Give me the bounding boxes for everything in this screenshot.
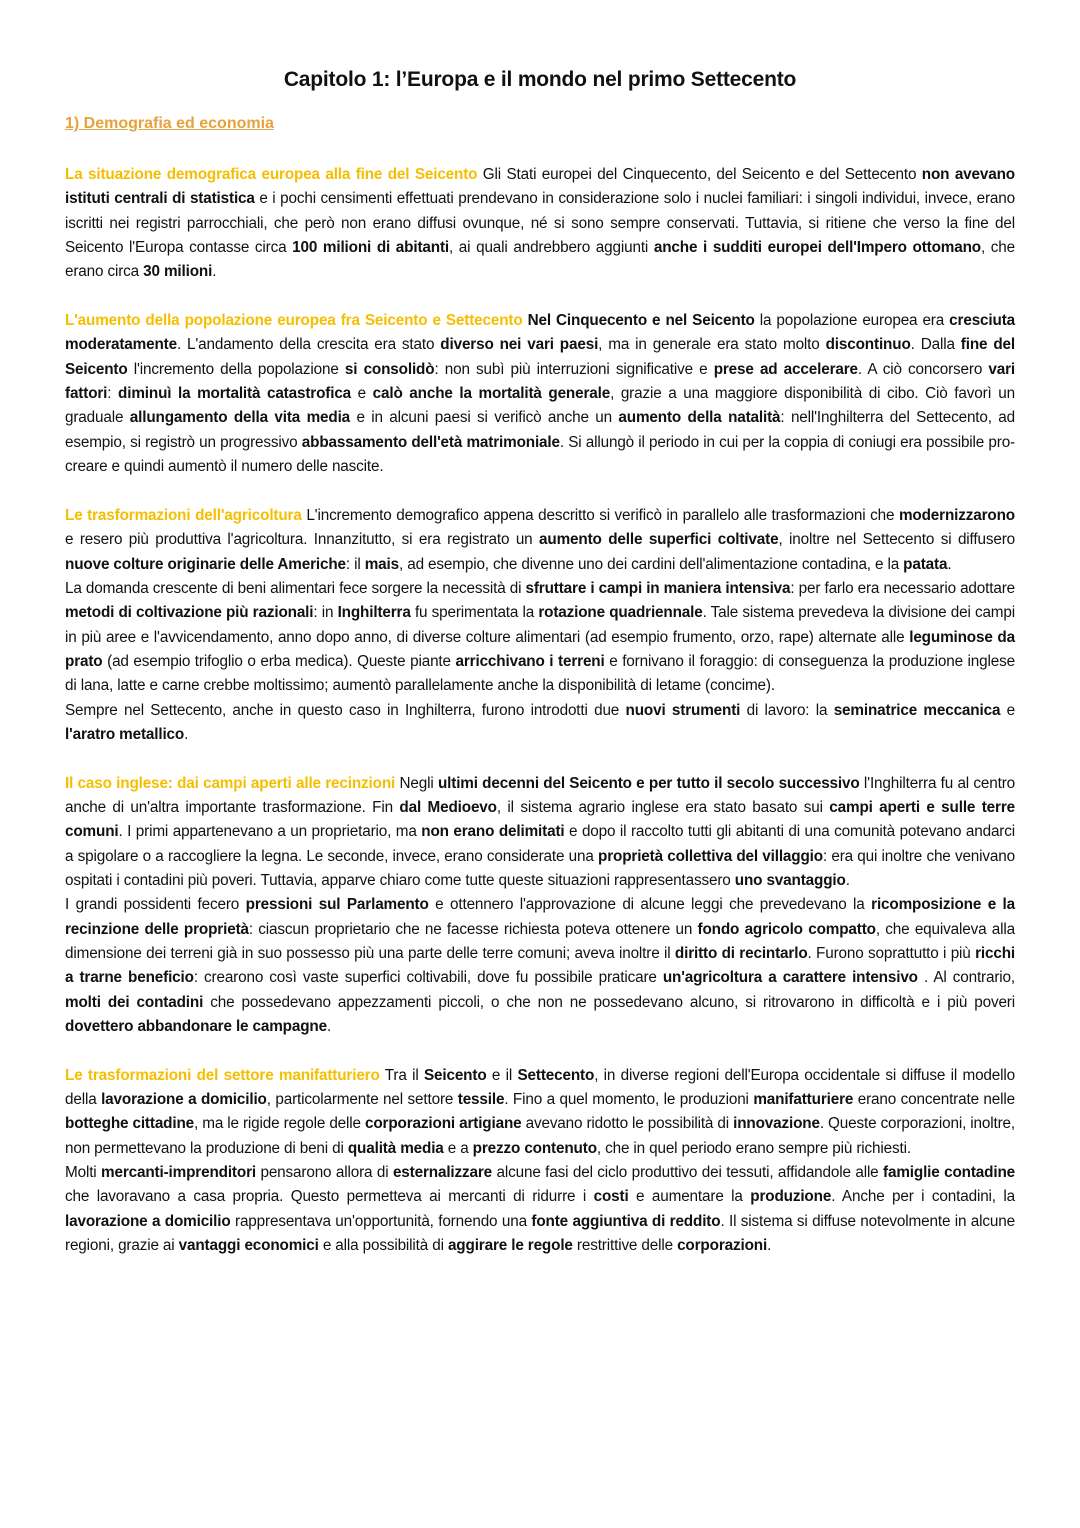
body-text: . [326, 1018, 332, 1036]
body-text: e aumentare la [628, 1188, 751, 1206]
bold-text: vantaggi economici [178, 1237, 319, 1255]
bold-text: diverso nei vari paesi [440, 336, 599, 354]
body-text: . Anche per i contadini, la [831, 1188, 1015, 1206]
bold-text: dovettero abbandonare le campagne [65, 1018, 327, 1036]
bold-text: calò anche la mortalità generale [372, 385, 611, 403]
bold-text: si consolidò [344, 360, 435, 378]
bold-text: fonte aggiuntiva di reddito [531, 1212, 721, 1230]
body-text: Tra il [379, 1066, 424, 1084]
bold-text: allungamento della vita media [129, 409, 351, 427]
body-text: L'incremento demografico appena descritto si verificò in parallelo alle trasformazioni che [301, 506, 899, 524]
bold-text: corporazioni artigiane [365, 1115, 522, 1133]
bold-text: modernizzarono [898, 506, 1015, 524]
bold-text: produzione [750, 1188, 832, 1206]
body-text: : crearono così vaste superfici coltivabili, dove fu possibile praticare [193, 969, 663, 987]
body-text: : non subì più interruzioni significative e [434, 360, 714, 378]
body-text: . I primi appartenevano a un proprietario, ma [118, 823, 422, 841]
chapter-title: Capitolo 1: l’Europa e il mondo nel primo Settecento [283, 68, 797, 91]
body-text: , che erano circa [65, 239, 1016, 281]
body-text: avevano ridotto le possibilità di [521, 1115, 734, 1133]
body-text: Gli Stati europei del Cinquecento, del Seicento e del Settecento [477, 166, 922, 183]
bold-text: lavorazione a domicilio [101, 1091, 267, 1109]
bold-text: vari fattori [65, 360, 1015, 403]
paragraph [65, 1064, 1015, 1161]
bold-text: prese ad accelerare [713, 360, 858, 378]
body-text: La domanda crescente di beni alimentari fece sorgere la necessità di [65, 579, 526, 597]
text-block [65, 504, 1015, 747]
body-text: che lavoravano a casa propria. Questo permetteva ai mercanti di ridurre i [65, 1188, 594, 1206]
paragraph [65, 893, 1015, 1039]
body-text: e alla possibilità di [318, 1237, 448, 1255]
paragraph [65, 163, 1015, 285]
bold-text: proprietà collettiva del villaggio [598, 847, 823, 865]
bold-text: non erano delimitati [421, 823, 565, 841]
body-text: : ciascun proprietario che ne facesse richiesta poteva ottenere un [248, 920, 698, 938]
body-text: restrittive delle [572, 1237, 678, 1255]
paragraph-heading: Le trasformazioni del settore manifatturiero [65, 1066, 380, 1084]
paragraph [65, 309, 1015, 479]
section-title: 1) Demografia ed economia [65, 115, 274, 132]
bold-text: sfruttare i campi in maniera intensiva [525, 579, 791, 597]
bold-text: cresciuta moderatamente [65, 312, 1015, 354]
body-text: e dopo il raccolto tutti gli abitanti di una comunità potevano andarci a spigolare o a raccogliere la legna. Le seconde, invece, erano considerate una [65, 823, 1015, 865]
document-body [65, 163, 1015, 1283]
bold-text: mais [364, 555, 400, 573]
body-text: . [212, 263, 217, 281]
bold-text: tessile [457, 1091, 505, 1109]
paragraph [65, 504, 1015, 577]
bold-text: abbassamento dell'età matrimoniale [301, 433, 560, 451]
bold-text: un'agricoltura a carattere intensivo [662, 969, 918, 987]
bold-text: 100 milioni di abitanti [292, 239, 449, 257]
body-text: : nell'Inghilterra del Settecento, ad esempio, si registrò un progressivo [65, 409, 1016, 451]
body-text: e [1000, 701, 1015, 719]
body-text: e resero più produttiva l'agricoltura. Innanzitutto, si era registrato un [65, 531, 540, 549]
body-text: . [947, 555, 952, 573]
bold-text: campi aperti e sulle terre comuni [65, 798, 1015, 841]
body-text: . A ciò concorsero [857, 360, 989, 378]
body-text: . [845, 871, 850, 889]
body-text: erano concentrate nelle [853, 1091, 1015, 1109]
paragraph-heading: Il caso inglese: dai campi aperti alle recinzioni [65, 774, 396, 792]
body-text: , che in quel periodo erano sempre più richiesti. [596, 1139, 911, 1157]
bold-text: qualità media [347, 1139, 444, 1157]
bold-text: Inghilterra [337, 604, 411, 622]
body-text: , particolarmente nel settore [266, 1091, 458, 1109]
body-text: Negli [395, 774, 438, 792]
body-text: . Al contrario, [917, 969, 1015, 987]
bold-text: aggirare le regole [447, 1237, 573, 1255]
bold-text: corporazioni [677, 1237, 768, 1255]
bold-text: costi [593, 1188, 629, 1206]
text-block [65, 309, 1015, 479]
bold-text: diritto di recintarlo [674, 945, 808, 962]
bold-text: famiglie contadine [883, 1164, 1016, 1182]
body-text: . [767, 1237, 772, 1255]
bold-text: dal Medioevo [399, 798, 497, 816]
bold-text: patata [903, 555, 948, 573]
body-text: : in [313, 604, 338, 622]
paragraph [65, 1161, 1015, 1258]
body-text: e il [486, 1066, 518, 1084]
body-text: , inoltre nel Settecento si diffusero [778, 531, 1015, 549]
body-text: e ottennero l'approvazione di alcune leggi che prevedevano la [428, 896, 872, 914]
body-text: Molti [65, 1164, 102, 1182]
body-text: : il [345, 555, 365, 573]
body-text: , ma le rigide regole delle [194, 1115, 365, 1133]
bold-text: non avevano istituti centrali di statistica [65, 166, 1015, 208]
body-text: rappresentava un'opportunità, fornendo una [230, 1212, 532, 1230]
bold-text: Settecento [517, 1066, 595, 1084]
bold-text: ricchi a trarne beneficio [65, 945, 1015, 987]
paragraph [65, 699, 1015, 748]
body-text: , ad esempio, che divenne uno dei cardini dell'alimentazione contadina, e la [399, 555, 904, 573]
body-text: . L'andamento della crescita era stato [176, 336, 441, 354]
bold-text: nuove colture originarie delle Americhe [65, 555, 346, 573]
body-text: l'incremento della popolazione [127, 360, 345, 378]
body-text: pensarono allora di [255, 1164, 393, 1182]
body-text: Sempre nel Settecento, anche in questo caso in Inghilterra, furono introdotti due [65, 701, 626, 719]
body-text: e in alcuni paesi si verificò anche un [350, 409, 619, 427]
bold-text: arricchivano i terreni [455, 652, 605, 670]
bold-text: botteghe cittadine [65, 1115, 195, 1133]
body-text: , il sistema agrario inglese era stato basato sui [496, 798, 830, 816]
bold-text: fine del Seicento [65, 336, 1015, 378]
paragraph-heading: La situazione demografica europea alla fine del Seicento [65, 166, 478, 183]
bold-text: aumento delle superfici coltivate [539, 531, 779, 549]
body-text: , che equivaleva alla dimensione dei terreni già in suo possesso più una parte delle terre comuni; aveva inoltre il [65, 920, 1015, 962]
bold-text: metodi di coltivazione più razionali [65, 604, 314, 622]
body-text: alcune fasi del ciclo produttivo dei tessuti, affidandole alle [492, 1164, 884, 1182]
paragraph-heading: L'aumento della popolazione europea fra Seicento e Settecento [65, 312, 523, 330]
bold-text: Nel Cinquecento e nel Seicento [527, 312, 755, 330]
body-text: . [184, 725, 189, 743]
body-text: fu sperimentata la [410, 604, 539, 622]
body-text: I grandi possidenti fecero [65, 896, 246, 914]
body-text: . Tale sistema prevedeva la divisione dei campi in più aree e l'avvicendamento, anno dopo anno, di diverse colture alimentari (ad esempio frumento, orzo, rape) alternate alle [65, 604, 1016, 646]
bold-text: manifatturiere [753, 1091, 854, 1109]
bold-text: innovazione [733, 1115, 820, 1133]
bold-text: lavorazione a domicilio [65, 1212, 231, 1230]
bold-text: ricomposizione e la recinzione delle proprietà [65, 896, 1015, 938]
bold-text: molti dei contadini [65, 993, 204, 1011]
bold-text: l'aratro metallico [65, 725, 185, 743]
bold-text: ultimi decenni del Seicento e per tutto il secolo successivo [437, 774, 860, 792]
bold-text: esternalizzare [392, 1164, 493, 1182]
bold-text: uno svantaggio [734, 871, 846, 889]
body-text: . Queste corporazioni, inoltre, non permettevano la produzione di beni di [65, 1115, 1016, 1157]
body-text: e fornivano il foraggio: di conseguenza la produzione inglese di lana, latte e carne crebbe moltissimo; aumentò parallelamente anche la disponibilità di letame (concime). [65, 652, 1015, 695]
bold-text: aumento della natalità [618, 409, 781, 427]
body-text: . Dalla [910, 336, 961, 354]
body-text: . Furono soprattutto i più [807, 945, 976, 962]
bold-text: leguminose da prato [65, 628, 1015, 670]
text-block [65, 772, 1015, 1040]
body-text: la popolazione europea era [754, 312, 950, 330]
bold-text: discontinuo [825, 336, 911, 354]
bold-text: fondo agricolo compatto [697, 920, 876, 938]
body-text: . Si allungò il periodo in cui per la coppia di coniugi era possibile pro-creare e quindi aumentò il numero delle nascite. [65, 433, 1016, 476]
paragraph [65, 577, 1015, 699]
body-text: , in diverse regioni dell'Europa occidentale si diffuse il modello della [65, 1066, 1016, 1109]
bold-text: mercanti-imprenditori [101, 1164, 256, 1182]
bold-text: Seicento [423, 1066, 487, 1084]
bold-text: seminatrice meccanica [833, 701, 1001, 719]
text-block [65, 1064, 1015, 1259]
bold-text: diminuì la mortalità catastrofica [118, 385, 352, 403]
body-text: : [107, 385, 119, 403]
body-text: di lavoro: la [740, 701, 834, 719]
body-text: , ai quali andrebbero aggiunti [449, 239, 654, 257]
paragraph-heading: Le trasformazioni dell'agricoltura [65, 506, 302, 524]
paragraph [65, 772, 1015, 894]
bold-text: pressioni sul Parlamento [245, 896, 429, 914]
text-block [65, 163, 1015, 285]
body-text: . Il sistema si diffuse notevolmente in alcune regioni, grazie ai [65, 1212, 1015, 1255]
body-text: : era qui inoltre che venivano ospitati i contadini più poveri. Tuttavia, apparve chiaro come tutte queste situazioni rappresentassero [65, 847, 1015, 889]
body-text: : per farlo era necessario adottare [790, 579, 1016, 597]
bold-text: rotazione quadriennale [538, 604, 703, 622]
bold-text: nuovi strumenti [625, 701, 741, 719]
body-text: , ma in generale era stato molto [598, 336, 826, 354]
body-text: (ad esempio trifoglio o erba medica). Queste piante [102, 652, 456, 670]
body-text: e a [443, 1139, 473, 1157]
bold-text: 30 milioni [143, 263, 213, 281]
body-text: . Fino a quel momento, le produzioni [504, 1091, 754, 1109]
body-text: e i pochi censimenti effettuati prendevano in considerazione solo i nuclei familiari: i singoli individui, invece, erano iscritti nei registri parrocchiali, che però non erano diffusi ovunque, né si sono sempre conservati. Tuttavia, si ritiene che verso la fine del Seicento l'Europa contasse circa [65, 190, 1016, 257]
body-text: che possedevano appezzamenti piccoli, o che non ne possedevano alcuno, si ritrovarono in difficoltà e i più poveri [203, 993, 1016, 1011]
body-text: , grazie a una maggiore disponibilità di cibo. Ciò favorì un graduale [65, 385, 1015, 427]
bold-text: prezzo contenuto [472, 1139, 597, 1157]
body-text: e [351, 385, 373, 403]
bold-text: anche i sudditi europei dell'Impero ottomano [653, 239, 981, 257]
body-text: l'Inghilterra fu al centro anche di un'altra importante trasformazione. Fin [65, 774, 1016, 816]
